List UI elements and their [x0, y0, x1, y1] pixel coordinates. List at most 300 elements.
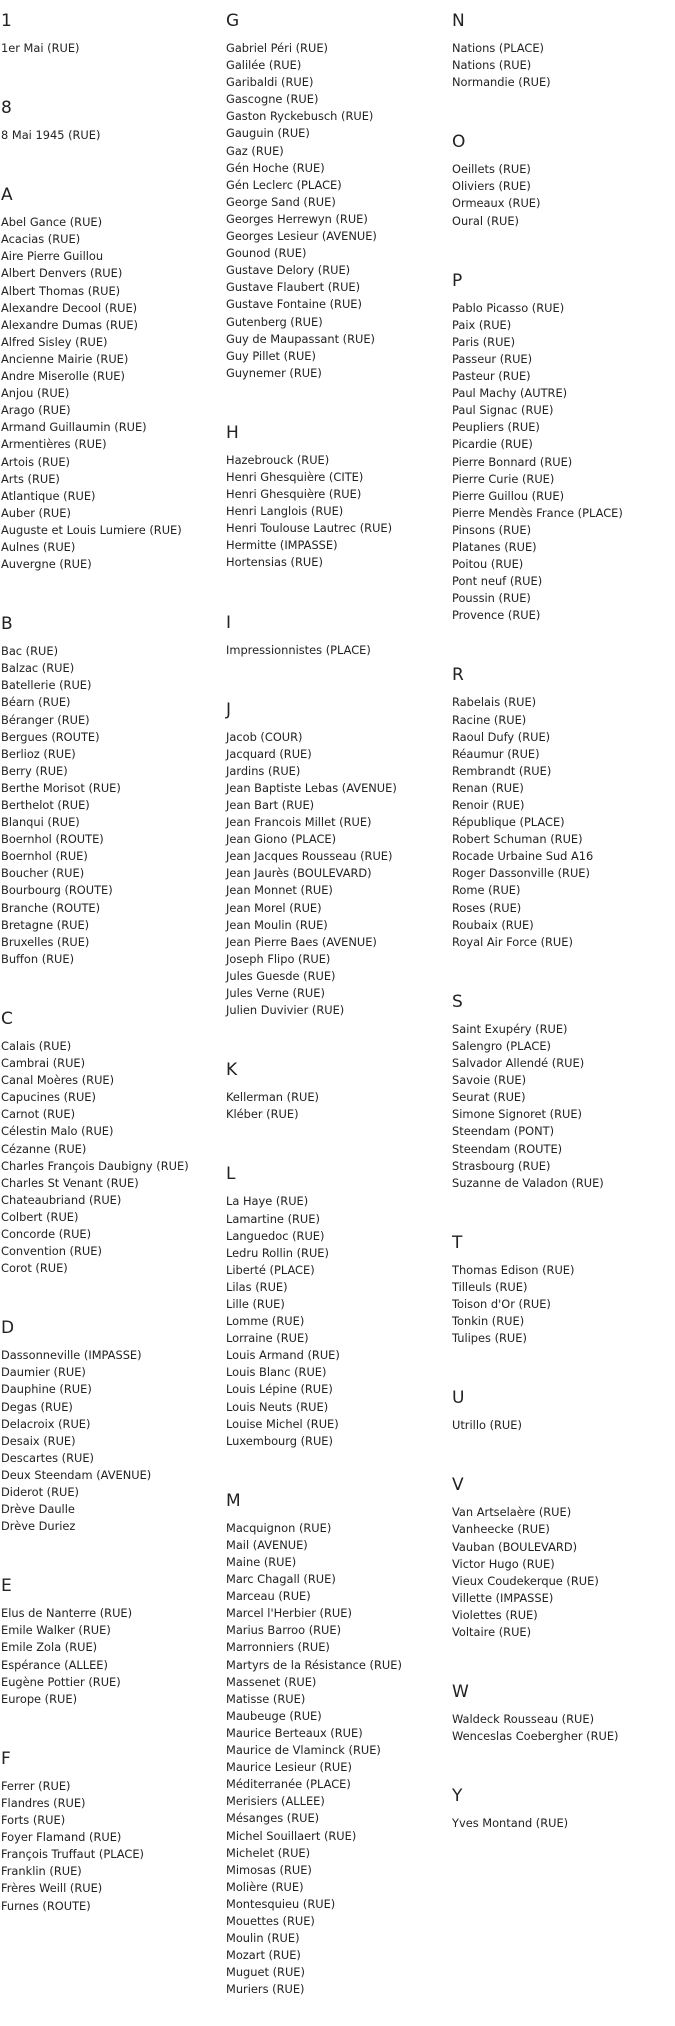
street-entry: Jean Morel (RUE) — [226, 900, 322, 915]
street-list — [226, 452, 452, 572]
street-entry: Armentières (RUE) — [1, 437, 107, 452]
street-list — [1, 1038, 226, 1277]
street-entry: Jules Guesde (RUE) — [226, 968, 336, 983]
street-entry: Normandie (RUE) — [452, 75, 551, 90]
street-entry: Poitou (RUE) — [452, 557, 524, 572]
street-entry: Pont neuf (RUE) — [452, 574, 543, 589]
street-entry: Languedoc (RUE) — [226, 1228, 325, 1243]
street-entry: Jean Francois Millet (RUE) — [226, 815, 372, 830]
street-list — [1, 214, 226, 573]
section-spacer — [452, 1745, 675, 1773]
street-list — [452, 1815, 675, 1832]
section-letter-heading: H — [226, 422, 239, 443]
street-list — [452, 1262, 675, 1347]
section-spacer — [452, 1641, 675, 1669]
street-entry: Molière (RUE) — [226, 1879, 304, 1894]
letter-section — [1, 185, 226, 601]
street-entry: Pierre Bonnard (RUE) — [452, 454, 573, 469]
street-entry: Jules Verne (RUE) — [226, 986, 325, 1001]
street-entry: Oural (RUE) — [452, 213, 519, 228]
street-entry: Buffon (RUE) — [1, 951, 75, 966]
street-entry: Alexandre Decool (RUE) — [1, 300, 138, 315]
street-entry: Roses (RUE) — [452, 900, 522, 915]
street-entry: Foyer Flamand (RUE) — [1, 1830, 122, 1845]
letter-section — [226, 613, 452, 687]
section-letter-heading: V — [452, 1475, 464, 1496]
section-spacer — [452, 1832, 675, 1860]
letter-section — [452, 1682, 675, 1773]
letter-section — [452, 1388, 675, 1462]
street-entry: Ferrer (RUE) — [1, 1778, 71, 1793]
street-entry: Julien Duvivier (RUE) — [226, 1003, 345, 1018]
street-entry: Emile Walker (RUE) — [1, 1623, 111, 1638]
street-entry: Nations (RUE) — [452, 58, 532, 73]
letter-section — [226, 423, 452, 600]
street-list — [452, 1504, 675, 1641]
street-entry: Massenet (RUE) — [226, 1674, 317, 1689]
street-entry: Pasteur (RUE) — [452, 369, 531, 384]
street-entry: Michel Souillaert (RUE) — [226, 1828, 357, 1843]
street-entry: Georges Herrewyn (RUE) — [226, 211, 368, 226]
street-entry: Henri Ghesquière (RUE) — [226, 487, 362, 502]
street-entry: Béranger (RUE) — [1, 712, 90, 727]
street-entry: Pierre Curie (RUE) — [452, 471, 555, 486]
section-spacer — [452, 1434, 675, 1462]
street-entry: Berry (RUE) — [1, 763, 68, 778]
section-spacer — [452, 1347, 675, 1375]
street-entry: Henri Ghesquière (CITE) — [226, 469, 364, 484]
street-entry: Lamartine (RUE) — [226, 1211, 320, 1226]
street-entry: Calais (RUE) — [1, 1038, 72, 1053]
street-entry: Savoie (RUE) — [452, 1073, 527, 1088]
section-spacer — [1, 968, 226, 996]
street-entry: Tulipes (RUE) — [452, 1331, 527, 1346]
street-entry: Emile Zola (RUE) — [1, 1640, 98, 1655]
street-entry: Rembrandt (RUE) — [452, 763, 552, 778]
street-entry: Maine (RUE) — [226, 1555, 297, 1569]
street-entry: Charles St Venant (RUE) — [1, 1175, 139, 1190]
section-letter-heading: U — [452, 1388, 465, 1409]
street-entry: Maurice Lesieur (RUE) — [226, 1760, 352, 1775]
street-entry: Joseph Flipo (RUE) — [226, 951, 331, 966]
street-entry: Carnot (RUE) — [1, 1107, 76, 1122]
street-entry: Paul Signac (RUE) — [452, 403, 554, 418]
street-entry: Mozart (RUE) — [226, 1948, 301, 1963]
street-entry: Ancienne Mairie (RUE) — [1, 351, 129, 366]
section-spacer — [1, 57, 226, 85]
street-entry: Chateaubriand (RUE) — [1, 1192, 122, 1207]
street-entry: Violettes (RUE) — [452, 1607, 538, 1622]
street-entry: Passeur (RUE) — [452, 351, 533, 366]
street-entry: Auber (RUE) — [1, 505, 71, 520]
street-entry: Hortensias (RUE) — [226, 555, 323, 570]
street-entry: Suzanne de Valadon (RUE) — [452, 1175, 604, 1190]
street-entry: Provence (RUE) — [452, 608, 541, 623]
section-letter-heading: F — [1, 1748, 11, 1769]
street-entry: Abel Gance (RUE) — [1, 215, 103, 230]
street-entry: Strasbourg (RUE) — [452, 1158, 551, 1173]
section-letter-heading: T — [452, 1232, 463, 1253]
section-letter-heading: P — [452, 270, 463, 291]
section-spacer — [1, 1535, 226, 1563]
street-entry: République (PLACE) — [452, 815, 565, 830]
street-entry: Marcel l'Herbier (RUE) — [226, 1606, 352, 1621]
street-entry: Louise Michel (RUE) — [226, 1416, 339, 1431]
column-3 — [452, 0, 675, 2026]
letter-section — [226, 1491, 452, 2026]
street-entry: Lilas (RUE) — [226, 1279, 288, 1294]
street-entry: Albert Denvers (RUE) — [1, 266, 123, 281]
section-spacer — [226, 382, 452, 410]
street-list — [226, 1089, 452, 1123]
section-letter-heading: W — [452, 1682, 469, 1703]
street-entry: Merisiers (ALLEE) — [226, 1794, 325, 1809]
street-entry: Saint Exupéry (RUE) — [452, 1021, 568, 1036]
street-entry: Bac (RUE) — [1, 644, 59, 659]
street-entry: Guy de Maupassant (RUE) — [226, 331, 375, 346]
street-entry: Aulnes (RUE) — [1, 539, 76, 554]
street-entry: Gounod (RUE) — [226, 246, 307, 261]
street-entry: Jean Monnet (RUE) — [226, 883, 333, 898]
street-entry: Auguste et Louis Lumiere (RUE) — [1, 522, 182, 537]
street-entry: Frères Weill (RUE) — [1, 1881, 103, 1896]
section-letter-heading: I — [226, 612, 232, 633]
street-entry: 8 Mai 1945 (RUE) — [1, 128, 101, 143]
street-entry: Roger Dassonville (RUE) — [452, 866, 590, 881]
street-entry: Mouettes (RUE) — [226, 1913, 315, 1928]
street-entry: Descartes (RUE) — [1, 1450, 95, 1465]
street-entry: Rome (RUE) — [452, 883, 521, 898]
section-spacer — [1, 1277, 226, 1305]
street-entry: Paix (RUE) — [452, 317, 512, 332]
street-entry: Maurice Berteaux (RUE) — [226, 1725, 363, 1740]
section-letter-heading: O — [452, 132, 466, 153]
street-list — [226, 1520, 452, 1999]
section-letter-heading: S — [452, 991, 463, 1012]
street-list — [452, 161, 675, 229]
street-entry: Artois (RUE) — [1, 454, 70, 469]
street-list — [452, 300, 675, 625]
street-entry: Bruxelles (RUE) — [1, 934, 90, 949]
street-entry: Armand Guillaumin (RUE) — [1, 420, 147, 435]
street-list — [452, 1021, 675, 1192]
street-entry: Gustave Delory (RUE) — [226, 263, 351, 278]
street-entry: Ormeaux (RUE) — [452, 196, 541, 211]
street-entry: Colbert (RUE) — [1, 1209, 79, 1224]
street-entry: Corot (RUE) — [1, 1261, 68, 1276]
street-entry: Steendam (PONT) — [452, 1124, 555, 1139]
section-spacer — [452, 230, 675, 258]
street-entry: Gaz (RUE) — [226, 143, 284, 158]
section-spacer — [226, 1019, 452, 1047]
street-entry: Anjou (RUE) — [1, 386, 70, 401]
street-entry: Concorde (RUE) — [1, 1226, 92, 1241]
street-entry: Matisse (RUE) — [226, 1691, 306, 1706]
street-entry: Utrillo (RUE) — [452, 1418, 522, 1433]
section-letter-heading: A — [1, 185, 13, 206]
street-entry: Bretagne (RUE) — [1, 917, 90, 932]
street-entry: Kellerman (RUE) — [226, 1090, 319, 1105]
street-entry: Villette (IMPASSE) — [452, 1590, 554, 1605]
street-entry: Jean Giono (PLACE) — [226, 832, 337, 847]
street-entry: Salvador Allendé (RUE) — [452, 1056, 585, 1071]
street-entry: Delacroix (RUE) — [1, 1416, 91, 1431]
street-entry: Kléber (RUE) — [226, 1107, 299, 1122]
street-entry: Albert Thomas (RUE) — [1, 283, 121, 298]
street-entry: Elus de Nanterre (RUE) — [1, 1606, 133, 1621]
street-entry: Marc Chagall (RUE) — [226, 1572, 336, 1587]
street-entry: Jean Jacques Rousseau (RUE) — [226, 849, 393, 864]
street-list — [452, 1417, 675, 1434]
street-entry: Rocade Urbaine Sud A16 — [452, 849, 594, 864]
letter-section — [452, 132, 675, 257]
section-letter-heading: M — [226, 1490, 241, 1511]
street-entry: Lomme (RUE) — [226, 1314, 305, 1329]
street-entry: Liberté (PLACE) — [226, 1262, 315, 1277]
street-entry: Maubeuge (RUE) — [226, 1708, 322, 1723]
street-entry: Pierre Guillou (RUE) — [452, 488, 565, 503]
street-entry: Arts (RUE) — [1, 471, 60, 486]
street-entry: Van Artselaère (RUE) — [452, 1505, 572, 1520]
street-entry: Henri Langlois (RUE) — [226, 504, 344, 519]
letter-section — [226, 1164, 452, 1477]
street-list — [226, 729, 452, 1020]
street-entry: Cézanne (RUE) — [1, 1141, 87, 1156]
street-list — [1, 1778, 226, 1915]
street-entry: Gustave Flaubert (RUE) — [226, 280, 361, 295]
street-entry: Yves Montand (RUE) — [452, 1816, 569, 1831]
street-entry: Louis Armand (RUE) — [226, 1348, 340, 1363]
street-entry: Dassonneville (IMPASSE) — [1, 1348, 142, 1363]
street-entry: Espérance (ALLEE) — [1, 1657, 108, 1672]
street-entry: Pinsons (RUE) — [452, 522, 532, 537]
section-spacer — [452, 91, 675, 119]
street-entry: Berthelot (RUE) — [1, 798, 90, 812]
street-entry: Louis Neuts (RUE) — [226, 1399, 329, 1414]
street-entry: François Truffaut (PLACE) — [1, 1847, 144, 1862]
street-entry: La Haye (RUE) — [226, 1194, 309, 1209]
section-spacer — [226, 659, 452, 687]
street-entry: Picardie (RUE) — [452, 437, 533, 452]
street-entry: Mail (AVENUE) — [226, 1537, 308, 1552]
street-entry: Drève Duriez — [1, 1519, 76, 1534]
street-entry: Jean Baptiste Lebas (AVENUE) — [226, 780, 397, 795]
street-entry: Capucines (RUE) — [1, 1090, 96, 1105]
street-entry: Réaumur (RUE) — [452, 746, 540, 761]
section-spacer — [226, 1998, 452, 2026]
street-entry: Pablo Picasso (RUE) — [452, 300, 565, 315]
street-entry: Ledru Rollin (RUE) — [226, 1245, 329, 1260]
street-entry: Victor Hugo (RUE) — [452, 1556, 555, 1571]
street-entry: Arago (RUE) — [1, 403, 71, 418]
street-list — [1, 1605, 226, 1708]
street-entry: Poussin (RUE) — [452, 591, 531, 606]
street-entry: Berthe Morisot (RUE) — [1, 780, 121, 795]
section-letter-heading: L — [226, 1164, 236, 1185]
street-entry: Wenceslas Coebergher (RUE) — [452, 1729, 619, 1744]
street-entry: Gén Hoche (RUE) — [226, 160, 325, 175]
street-entry: Furnes (ROUTE) — [1, 1898, 91, 1913]
street-entry: Robert Schuman (RUE) — [452, 832, 583, 847]
street-entry: Alexandre Dumas (RUE) — [1, 317, 138, 332]
street-list — [226, 642, 452, 659]
street-list — [1, 127, 226, 144]
street-entry: Gabriel Péri (RUE) — [226, 41, 328, 55]
street-entry: Pierre Mendès France (PLACE) — [452, 505, 623, 520]
street-entry: Andre Miserolle (RUE) — [1, 369, 125, 384]
section-letter-heading: D — [1, 1318, 15, 1339]
street-entry: Gaston Ryckebusch (RUE) — [226, 109, 374, 124]
street-list — [1, 643, 226, 968]
street-entry: Jean Pierre Baes (AVENUE) — [226, 934, 377, 949]
letter-section — [226, 700, 452, 1048]
letter-section — [452, 11, 675, 119]
street-list — [452, 694, 675, 950]
street-entry: Louis Lépine (RUE) — [226, 1382, 333, 1397]
street-entry: Franklin (RUE) — [1, 1864, 82, 1879]
street-entry: Guynemer (RUE) — [226, 365, 322, 380]
letter-section — [1, 614, 226, 996]
street-entry: Oliviers (RUE) — [452, 179, 531, 194]
section-letter-heading: N — [452, 11, 465, 31]
street-entry: Tonkin (RUE) — [452, 1314, 525, 1329]
street-entry: Blanqui (RUE) — [1, 815, 80, 830]
section-letter-heading: 1 — [1, 11, 12, 31]
street-entry: Gustave Fontaine (RUE) — [226, 297, 362, 312]
street-entry: Platanes (RUE) — [452, 539, 537, 554]
street-entry: Desaix (RUE) — [1, 1433, 76, 1448]
street-entry: Muriers (RUE) — [226, 1982, 305, 1997]
street-entry: Moulin (RUE) — [226, 1931, 300, 1946]
street-list — [226, 40, 452, 382]
street-entry: Muguet (RUE) — [226, 1965, 305, 1980]
street-entry: Impressionnistes (PLACE) — [226, 642, 371, 657]
street-entry: Batellerie (RUE) — [1, 678, 92, 693]
street-entry: Auvergne (RUE) — [1, 557, 92, 572]
street-entry: Cambrai (RUE) — [1, 1056, 86, 1071]
street-entry: Galilée (RUE) — [226, 58, 302, 73]
street-entry: Marronniers (RUE) — [226, 1640, 330, 1655]
street-entry: Charles François Daubigny (RUE) — [1, 1158, 189, 1173]
street-entry: Seurat (RUE) — [452, 1090, 526, 1105]
letter-section — [226, 11, 452, 410]
street-entry: George Sand (RUE) — [226, 194, 336, 209]
street-entry: Diderot (RUE) — [1, 1485, 79, 1499]
letter-section — [1, 1576, 226, 1736]
section-letter-heading: G — [226, 11, 240, 31]
street-entry: Canal Moères (RUE) — [1, 1073, 115, 1088]
street-entry: Michelet (RUE) — [226, 1845, 311, 1860]
letter-section — [452, 992, 675, 1220]
street-entry: Vieux Coudekerque (RUE) — [452, 1573, 599, 1588]
street-entry: Vauban (BOULEVARD) — [452, 1539, 578, 1554]
street-entry: Roubaix (RUE) — [452, 917, 534, 932]
section-letter-heading: Y — [452, 1786, 463, 1807]
letter-section — [1, 1749, 226, 1943]
street-entry: Branche (ROUTE) — [1, 900, 101, 915]
street-entry: Béarn (RUE) — [1, 695, 71, 710]
street-entry: Guy Pillet (RUE) — [226, 348, 316, 363]
street-entry: Montesquieu (RUE) — [226, 1896, 336, 1911]
street-entry: 1er Mai (RUE) — [1, 41, 80, 55]
section-letter-heading: E — [1, 1576, 12, 1597]
section-letter-heading: J — [226, 699, 232, 720]
street-entry: Bergues (ROUTE) — [1, 729, 100, 744]
section-spacer — [226, 572, 452, 600]
column-2 — [226, 0, 452, 2026]
street-entry: Gascogne (RUE) — [226, 92, 319, 107]
street-list — [452, 1711, 675, 1745]
street-entry: Boucher (RUE) — [1, 866, 85, 881]
street-entry: Salengro (PLACE) — [452, 1038, 551, 1053]
section-letter-heading: B — [1, 614, 13, 635]
street-entry: Toison d'Or (RUE) — [452, 1296, 551, 1311]
column-1 — [0, 0, 226, 2026]
section-letter-heading: R — [452, 665, 464, 686]
street-entry: Waldeck Rousseau (RUE) — [452, 1712, 595, 1727]
street-entry: Drève Daulle — [1, 1502, 75, 1517]
letter-section — [1, 1318, 226, 1563]
street-entry: Forts (RUE) — [1, 1813, 66, 1828]
street-entry: Bourbourg (ROUTE) — [1, 883, 113, 898]
street-entry: Convention (RUE) — [1, 1244, 102, 1259]
street-entry: Méditerranée (PLACE) — [226, 1777, 351, 1792]
street-entry: Martyrs de la Résistance (RUE) — [226, 1657, 402, 1672]
street-entry: Boernhol (ROUTE) — [1, 832, 104, 847]
street-entry: Dauphine (RUE) — [1, 1382, 92, 1397]
street-entry: Jacob (COUR) — [226, 729, 303, 744]
letter-section — [226, 1060, 452, 1151]
letter-section — [1, 11, 226, 85]
section-spacer — [452, 1192, 675, 1220]
street-entry: Jardins (RUE) — [226, 763, 301, 778]
street-entry: Hazebrouck (RUE) — [226, 452, 330, 467]
street-entry: Henri Toulouse Lautrec (RUE) — [226, 521, 393, 536]
street-entry: Boernhol (RUE) — [1, 849, 88, 864]
street-list — [226, 1193, 452, 1449]
section-letter-heading: C — [1, 1008, 13, 1029]
street-list — [1, 40, 226, 57]
street-entry: Célestin Malo (RUE) — [1, 1124, 114, 1139]
street-entry: Gutenberg (RUE) — [226, 314, 323, 329]
street-entry: Macquignon (RUE) — [226, 1520, 332, 1535]
letter-section — [452, 271, 675, 653]
street-entry: Aire Pierre Guillou — [1, 249, 104, 264]
street-entry: Daumier (RUE) — [1, 1365, 86, 1380]
section-spacer — [1, 144, 226, 172]
street-entry: Alfred Sisley (RUE) — [1, 334, 108, 349]
section-spacer — [1, 1915, 226, 1943]
street-entry: Louis Blanc (RUE) — [226, 1365, 327, 1380]
section-spacer — [452, 951, 675, 979]
street-entry: Balzac (RUE) — [1, 661, 75, 676]
street-entry: Georges Lesieur (AVENUE) — [226, 229, 377, 244]
street-entry: Gén Leclerc (PLACE) — [226, 177, 342, 192]
street-entry: Mimosas (RUE) — [226, 1862, 312, 1877]
street-entry: Hermitte (IMPASSE) — [226, 538, 338, 553]
street-entry: Racine (RUE) — [452, 712, 527, 727]
street-entry: Luxembourg (RUE) — [226, 1433, 333, 1448]
street-entry: Jean Jaurès (BOULEVARD) — [226, 866, 372, 881]
street-entry: Flandres (RUE) — [1, 1795, 86, 1810]
letter-section — [1, 1009, 226, 1305]
section-spacer — [1, 1708, 226, 1736]
street-entry: Lille (RUE) — [226, 1296, 285, 1311]
street-entry: Paris (RUE) — [452, 334, 516, 349]
street-entry: Eugène Pottier (RUE) — [1, 1674, 121, 1689]
section-letter-heading: 8 — [1, 98, 12, 119]
street-entry: Renoir (RUE) — [452, 798, 525, 812]
